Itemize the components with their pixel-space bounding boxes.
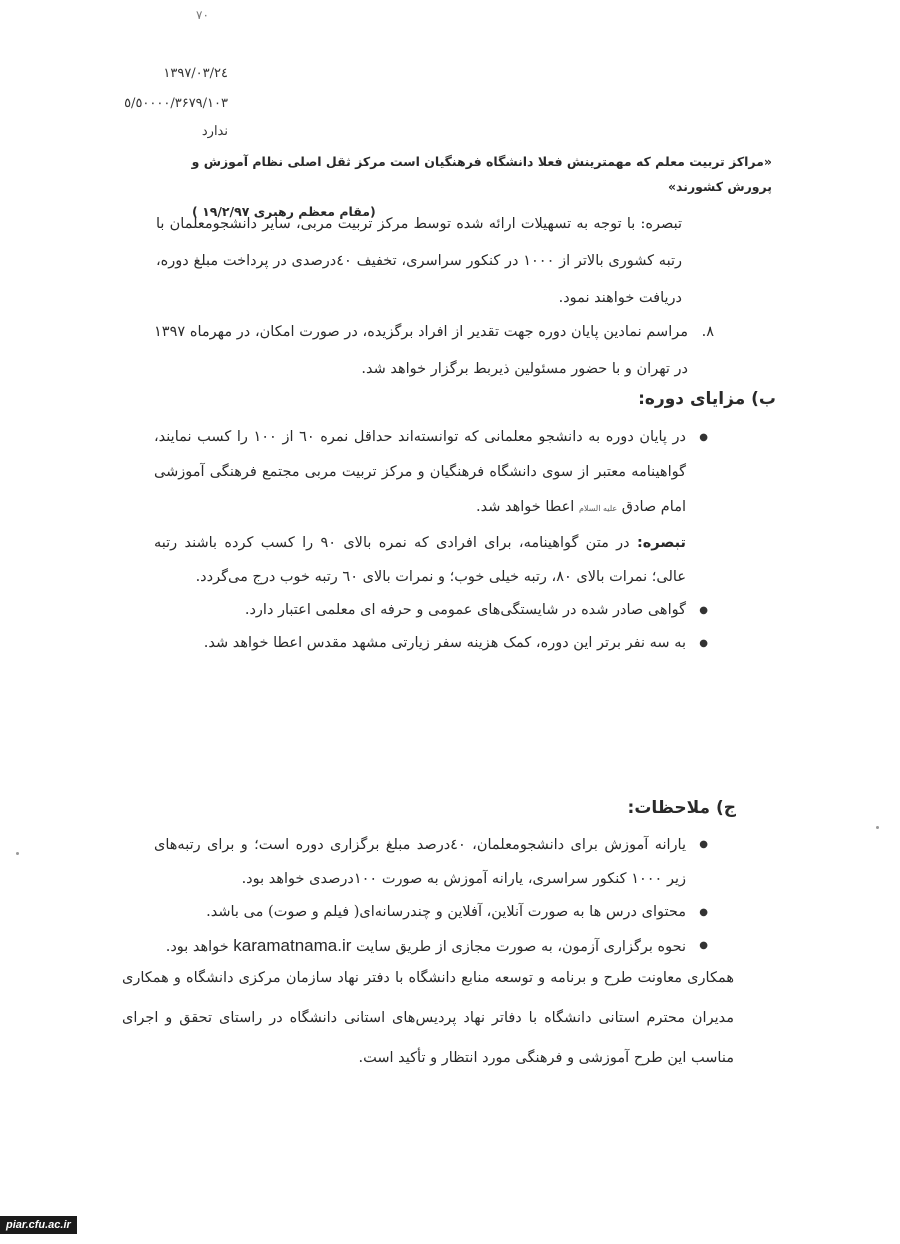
scan-speck — [876, 826, 879, 829]
note-text: در متن گواهینامه، برای افرادی که نمره بالای ٩٠ را کسب کرده باشند رتبه عالی؛ نمرات بالای ٨٠، رتبه خیلی خوب؛ و نمرات بالای ٦٠ رتبه خوب درج می‌گردد. — [154, 535, 686, 585]
quote-attribution: (مقام معظم رهبری ١٩/٢/٩٧ ) — [192, 204, 376, 219]
list-item — [154, 420, 714, 526]
bullet-text: نحوه برگزاری آزمون، به صورت مجازی از طریق سایت — [356, 939, 686, 955]
bullet-text: خواهد بود. — [165, 939, 229, 955]
note-discount: تبصره: با توجه به تسهیلات ارائه شده توسط مرکز تربیت مربی، سایر دانشجومعلمان با رتبه کشوری بالاتر از ١٠٠٠ در کنکور سراسری، تخفیف ٤٠درصدی در پرداخت مبلغ دوره، دریافت خواهند نمود. — [156, 216, 682, 306]
section-c-heading: ج) ملاحظات: — [627, 798, 736, 818]
section-b-content — [154, 420, 714, 660]
item-8-text: مراسم نمادین پایان دوره جهت تقدیر از افراد برگزیده، در صورت امکان، در مهرماه ١٣٩٧ در تهران و با حضور مسئولین ذیربط برگزار خواهد شد. — [154, 324, 688, 377]
exam-website-link[interactable]: karamatnama.ir — [233, 936, 352, 955]
section-b-list — [154, 420, 714, 526]
bullet-text: اعطا خواهد شد. — [476, 499, 575, 515]
bullet-text: در پایان دوره به دانشجو معلمانی که توانسته‌اند حداقل نمره ٦٠ از ١٠٠ را کسب نمایند، گواهینامه معتبر از سوی دانشگاه فرهنگیان و مرکز تربیت مربی مجتمع فرهنگی آموزشی امام صادق — [154, 429, 687, 515]
letter-number: ٥/٥٠٠٠٠/٣۶٧٩/١٠٣ — [124, 96, 228, 111]
corner-mark: ٧٠ — [196, 8, 209, 22]
section-c-list — [154, 828, 714, 964]
section-c-content — [154, 828, 714, 964]
honorific: علیه السلام — [578, 504, 618, 513]
list-item: ● به سه نفر برتر این دوره، کمک هزینه سفر زیارتی مشهد مقدس اعطا خواهد شد. — [154, 627, 714, 660]
closing-paragraph: همکاری معاونت طرح و برنامه و توسعه منابع دانشگاه با دفتر نهاد سازمان مرکزی دانشگاه و همکاری مدیران محترم استانی دانشگاه با دفاتر نهاد پردیس‌های استانی دانشگاه در راستای تحقق و اجرای مناسب این طرح آموزشی و فرهنگی مورد انتظار و تأکید است. — [122, 970, 734, 1066]
section-b-note — [154, 526, 714, 594]
letter-attachment: ندارد — [201, 124, 228, 139]
list-item: ● یارانه آموزش برای دانشجومعلمان، ٤٠درصد مبلغ برگزاری دوره است؛ و برای رتبه‌های زیر ١٠٠٠ کنکور سراسری، یارانه آموزش به صورت ١٠٠درصدی خواهد بود. — [154, 828, 714, 896]
list-item: ● گواهی صادر شده در شایستگی‌های عمومی و حرفه ای معلمی اعتبار دارد. — [154, 594, 714, 627]
section-b-list-2 — [154, 594, 714, 660]
scan-speck — [16, 852, 19, 855]
item-8 — [154, 314, 714, 388]
letter-date: ١٣٩٧/٠٣/٢٤ — [163, 66, 228, 81]
source-badge[interactable]: piar.cfu.ac.ir — [0, 1216, 77, 1234]
quote-text: «مراکز تربیت معلم که مهمترینش فعلا دانشگاه فرهنگیان است مرکز ثقل اصلی نظام آموزش و پرورش کشورند» — [191, 154, 772, 194]
note-label: تبصره: — [636, 535, 686, 551]
item-8-number: ٨. — [701, 324, 714, 340]
section-b-heading: ب) مزایای دوره: — [638, 389, 776, 409]
list-item: ● محتوای درس ها به صورت آنلاین، آفلاین و چندرسانه‌ای( فیلم و صوت) می باشد. — [154, 896, 714, 929]
